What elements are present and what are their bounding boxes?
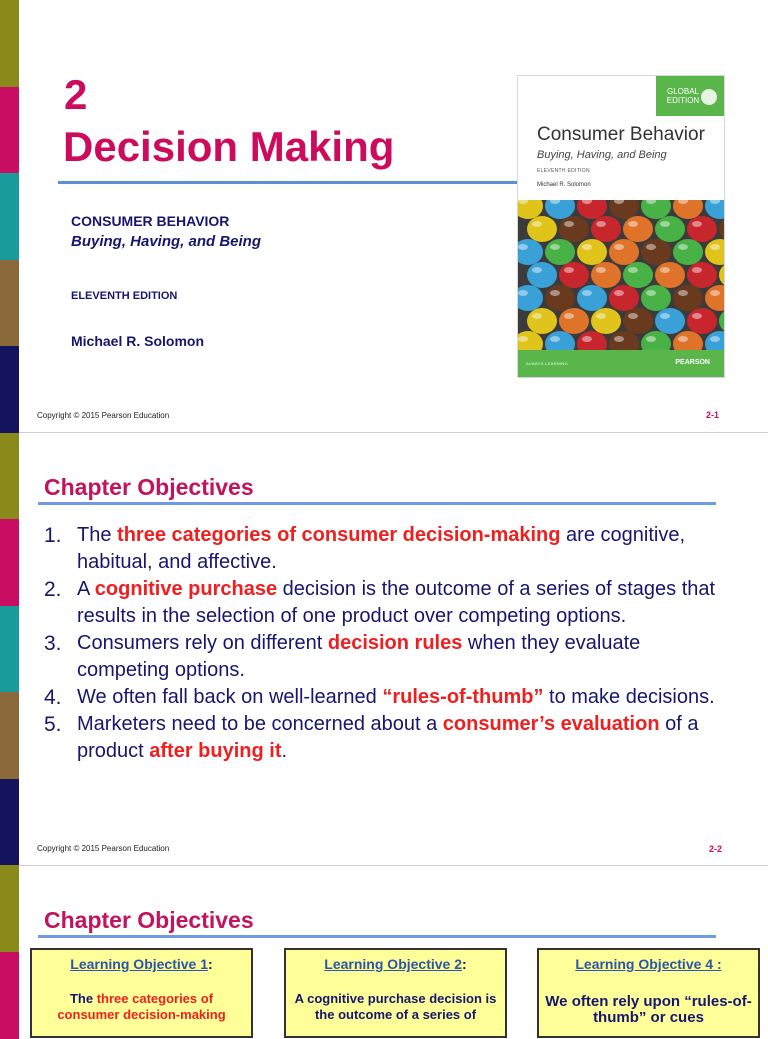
objective-number: 1. xyxy=(44,524,62,547)
candy-shine xyxy=(678,290,688,296)
book-title: CONSUMER BEHAVIOR xyxy=(71,213,230,229)
copyright-text: Copyright © 2015 Pearson Education xyxy=(37,844,170,853)
objective-item xyxy=(44,630,734,684)
stripe-segment xyxy=(0,952,19,1039)
candy-shine xyxy=(582,290,592,296)
candy xyxy=(559,308,589,334)
candy-shine xyxy=(678,244,688,250)
candy xyxy=(641,285,671,311)
learning-objective-box xyxy=(537,948,760,1038)
candy-shine xyxy=(532,313,542,319)
chapter-number: 2 xyxy=(64,71,88,118)
candy xyxy=(623,308,653,334)
candy xyxy=(577,285,607,311)
candy xyxy=(641,239,671,265)
candy xyxy=(705,239,724,265)
candy xyxy=(527,262,557,288)
candy-shine xyxy=(596,267,606,273)
candy xyxy=(623,216,653,242)
candy xyxy=(719,308,724,334)
text-run: . xyxy=(281,740,288,762)
candy xyxy=(577,200,607,219)
objective-item xyxy=(44,684,734,711)
colon: : xyxy=(208,956,213,972)
highlighted-phrase: decision rules xyxy=(327,632,463,654)
objectives-list xyxy=(44,522,734,765)
learning-objective-title xyxy=(286,956,505,972)
candy xyxy=(609,200,639,219)
candy xyxy=(623,262,653,288)
candy-shine xyxy=(550,336,560,342)
learning-objective-text xyxy=(292,991,499,1023)
candy xyxy=(673,200,703,219)
learning-objective-box xyxy=(284,948,507,1038)
candy xyxy=(545,200,575,219)
learning-objective-text xyxy=(545,994,752,1026)
candy-shine xyxy=(532,267,542,273)
globe-icon xyxy=(701,89,717,105)
candy xyxy=(577,239,607,265)
candy-shine xyxy=(692,313,702,319)
candy xyxy=(591,262,621,288)
text-run: Marketers need to be concerned about a xyxy=(77,713,443,735)
candy-shine xyxy=(710,244,720,250)
cover-author: Michael R. Solomon xyxy=(537,182,591,188)
cover-footer xyxy=(518,350,724,377)
cover-edition: ELEVENTH EDITION xyxy=(537,168,590,174)
highlighted-phrase: three categories of consumer decision-making xyxy=(117,524,561,546)
stripe-segment xyxy=(0,87,19,174)
text-run: We often rely upon “rules-of-thumb” or cues xyxy=(545,993,752,1026)
stripe-segment xyxy=(0,433,19,520)
candy-shine xyxy=(614,244,624,250)
cover-subtitle: Buying, Having, and Being xyxy=(537,149,667,161)
learning-objective-title xyxy=(539,956,758,972)
candy xyxy=(527,216,557,242)
candy-shine xyxy=(692,267,702,273)
publisher-logo: PEARSON xyxy=(675,359,710,366)
candy-shine xyxy=(660,313,670,319)
text-run: The xyxy=(69,991,97,1006)
candy xyxy=(591,216,621,242)
candy-shine xyxy=(646,336,656,342)
candy xyxy=(527,308,557,334)
stripe-segment xyxy=(0,779,19,866)
objective-number: 5. xyxy=(44,713,62,736)
cover-title: Consumer Behavior xyxy=(537,124,705,145)
candy-shine xyxy=(564,313,574,319)
stripe-segment xyxy=(0,260,19,347)
candy-shine xyxy=(628,313,638,319)
candy-shine xyxy=(582,336,592,342)
highlighted-phrase: “rules-of-thumb” xyxy=(382,686,544,708)
candy-shine xyxy=(710,290,720,296)
candy xyxy=(545,239,575,265)
text-run: to make decisions. xyxy=(543,686,715,708)
highlighted-phrase: after buying it xyxy=(149,740,282,762)
cover-footer-tagline: ALWAYS LEARNING xyxy=(526,361,568,366)
candy xyxy=(655,262,685,288)
candy-shine xyxy=(596,221,606,227)
page-number: 2-2 xyxy=(709,844,723,854)
candy xyxy=(655,216,685,242)
candy-shine xyxy=(646,290,656,296)
stripe-segment xyxy=(0,865,19,952)
learning-objective-label: Learning Objective 1 xyxy=(70,956,209,972)
heading-rule xyxy=(38,935,716,938)
highlighted-phrase: three categories of consumer decision-making xyxy=(57,991,226,1022)
candy-shine xyxy=(678,336,688,342)
candy-shine xyxy=(614,336,624,342)
candy xyxy=(518,239,543,265)
objective-item xyxy=(44,711,734,765)
objective-number: 2. xyxy=(44,578,62,601)
book-author: Michael R. Solomon xyxy=(71,333,205,349)
candy xyxy=(591,308,621,334)
candy-shine xyxy=(582,244,592,250)
candy xyxy=(673,285,703,311)
objective-number: 4. xyxy=(44,686,62,709)
candy-shine xyxy=(646,244,656,250)
heading-rule xyxy=(38,502,716,505)
slide-heading: Chapter Objectives xyxy=(44,474,254,500)
candy-shine xyxy=(660,221,670,227)
text-run: Consumers rely on different xyxy=(77,632,328,654)
text-run: are cognitive, habitual, and affective. xyxy=(77,524,686,573)
candy-shine xyxy=(628,267,638,273)
learning-objective-label: Learning Objective 4 : xyxy=(575,956,722,972)
candy xyxy=(577,331,607,350)
objective-number: 3. xyxy=(44,632,62,655)
candy xyxy=(687,216,717,242)
candy xyxy=(609,331,639,350)
candy-photo xyxy=(518,200,724,350)
candy xyxy=(609,239,639,265)
text-run: The xyxy=(77,524,118,546)
candy-shine xyxy=(518,336,528,342)
global-edition-badge xyxy=(656,76,724,116)
chapter-title: Decision Making xyxy=(63,123,395,170)
candy-shine xyxy=(518,290,528,296)
stripe-segment xyxy=(0,519,19,606)
candy-shine xyxy=(564,267,574,273)
candy-shine xyxy=(628,221,638,227)
candy xyxy=(655,308,685,334)
candy-shine xyxy=(596,313,606,319)
stripe-segment xyxy=(0,173,19,260)
copyright-text: Copyright © 2015 Pearson Education xyxy=(37,411,170,420)
candy xyxy=(673,239,703,265)
stripe-segment xyxy=(0,606,19,693)
text-run: A cognitive purchase decision is the outcome of a series of xyxy=(294,991,497,1022)
text-run: of a product xyxy=(77,713,699,762)
candy-shine xyxy=(518,244,528,250)
highlighted-phrase: consumer’s evaluation xyxy=(442,713,660,735)
candy-shine xyxy=(532,221,542,227)
objective-item xyxy=(44,576,734,630)
candy xyxy=(687,308,717,334)
text-run: A xyxy=(77,578,95,600)
candy xyxy=(719,216,724,242)
stripe-segment xyxy=(0,692,19,779)
book-edition: ELEVENTH EDITION xyxy=(71,290,178,302)
candy xyxy=(559,216,589,242)
candy-shine xyxy=(710,336,720,342)
title-rule xyxy=(58,181,520,184)
candy xyxy=(687,262,717,288)
learning-objective-box xyxy=(30,948,253,1038)
stripe-segment xyxy=(0,346,19,433)
candy xyxy=(673,331,703,350)
candy xyxy=(641,331,671,350)
slide-heading: Chapter Objectives xyxy=(44,907,254,933)
candy xyxy=(641,200,671,219)
candy-shine xyxy=(692,221,702,227)
text-run: We often fall back on well-learned xyxy=(77,686,383,708)
text-run: decision is the outcome of a series of stages that results in the selection of one product over competing options. xyxy=(77,578,716,627)
candy xyxy=(518,285,543,311)
candy xyxy=(545,285,575,311)
slide-title xyxy=(0,0,768,432)
learning-objective-text xyxy=(38,991,245,1023)
candy-shine xyxy=(550,244,560,250)
candy xyxy=(545,331,575,350)
highlighted-phrase: cognitive purchase xyxy=(94,578,278,600)
book-subtitle: Buying, Having, and Being xyxy=(71,233,262,250)
candy xyxy=(609,285,639,311)
objective-item xyxy=(44,522,734,576)
candy-shine xyxy=(660,267,670,273)
candy-shine xyxy=(614,290,624,296)
page-number: 2-1 xyxy=(706,410,720,420)
stripe-segment xyxy=(0,0,19,87)
candy xyxy=(719,262,724,288)
book-cover xyxy=(518,76,724,377)
candy-shine xyxy=(550,290,560,296)
candy-shine xyxy=(564,221,574,227)
text-run: when they evaluate competing options. xyxy=(77,632,641,681)
candy xyxy=(705,285,724,311)
colon: : xyxy=(462,956,467,972)
learning-objective-title xyxy=(32,956,251,972)
badge-text: GLOBAL EDITION xyxy=(666,87,700,105)
candy xyxy=(559,262,589,288)
learning-objective-label: Learning Objective 2 xyxy=(324,956,463,972)
